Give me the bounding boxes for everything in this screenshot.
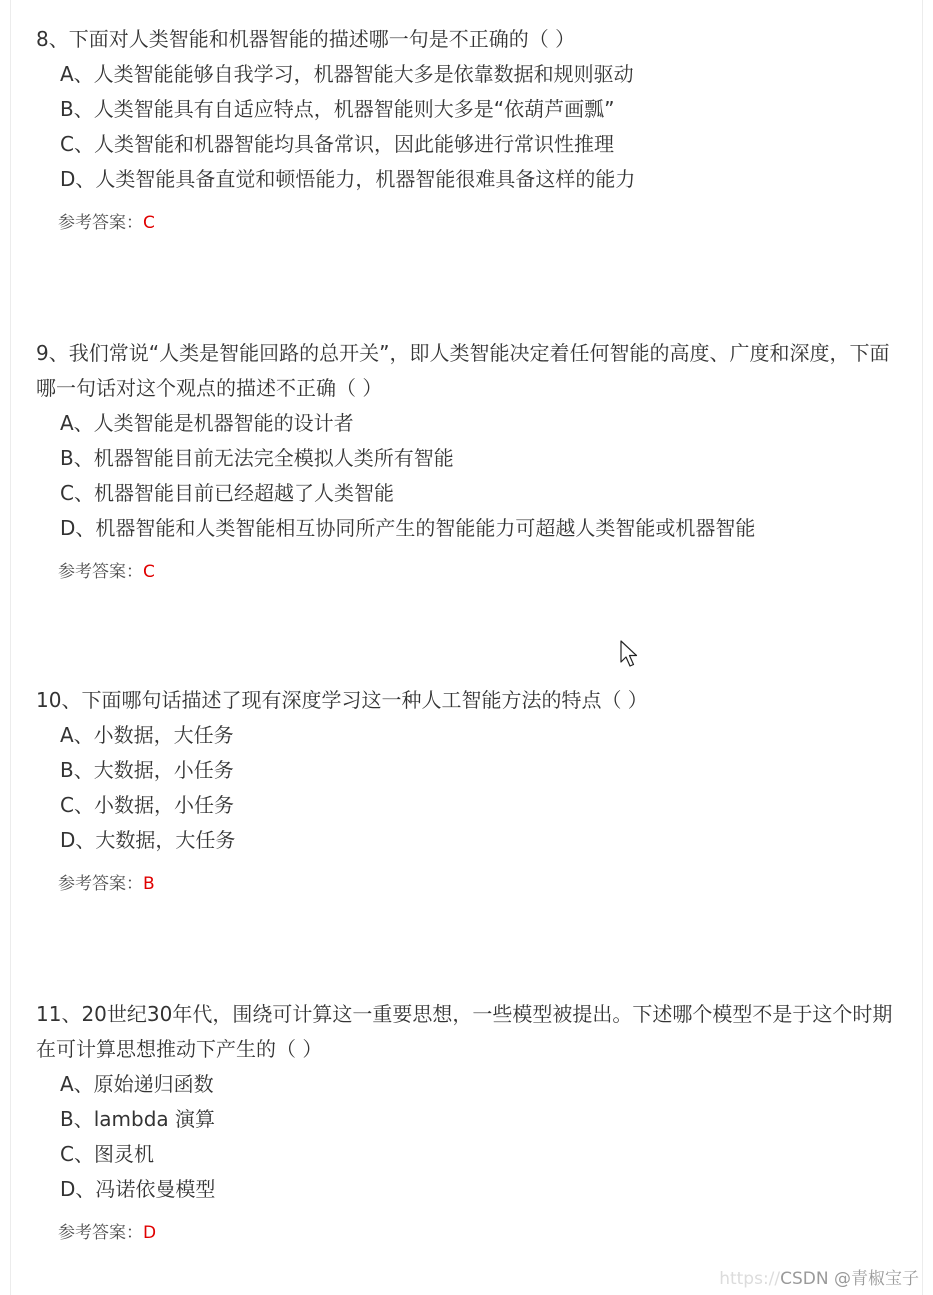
- question-9: [36, 336, 896, 584]
- option-d: D、机器智能和人类智能相互协同所产生的智能能力可超越人类智能或机器智能: [60, 516, 756, 540]
- mouse-pointer-icon: [620, 640, 640, 668]
- question-text: 9、我们常说“人类是智能回路的总开关”，即人类智能决定着任何智能的高度、广度和深度，下面哪一句话对这个观点的描述不正确（ ）: [36, 341, 890, 400]
- option-d: D、冯诺依曼模型: [60, 1177, 216, 1201]
- watermark-url: https://: [719, 1269, 781, 1289]
- option-c: C、机器智能目前已经超越了人类智能: [60, 481, 394, 505]
- answer-label: 参考答案：: [58, 1223, 143, 1243]
- reference-answer: [36, 872, 896, 896]
- watermark-text: CSDN @青椒宝子: [780, 1269, 919, 1289]
- answer-label: 参考答案：: [58, 562, 143, 582]
- option-a: A、原始递归函数: [60, 1072, 214, 1096]
- option-list: [36, 718, 896, 858]
- question-text: 10、下面哪句话描述了现有深度学习这一种人工智能方法的特点（ ）: [36, 688, 648, 712]
- answer-label: 参考答案：: [58, 213, 143, 233]
- answer-value: D: [143, 1223, 157, 1243]
- csdn-watermark: [719, 1264, 919, 1289]
- question-10: [36, 683, 896, 896]
- option-d: D、人类智能具备直觉和顿悟能力，机器智能很难具备这样的能力: [60, 167, 636, 191]
- reference-answer: [36, 211, 896, 235]
- reference-answer: [36, 1221, 896, 1245]
- option-c: C、小数据，小任务: [60, 793, 234, 817]
- option-list: [36, 406, 896, 546]
- question-text: 8、下面对人类智能和机器智能的描述哪一句是不正确的（ ）: [36, 27, 576, 51]
- question-8: [36, 22, 896, 235]
- option-list: [36, 1067, 896, 1207]
- question-text: 11、20世纪30年代，围绕可计算这一重要思想，一些模型被提出。下述哪个模型不是于这个时期在可计算思想推动下产生的（ ）: [36, 1002, 893, 1061]
- answer-value: C: [143, 562, 155, 582]
- option-a: A、小数据，大任务: [60, 723, 234, 747]
- option-a: A、人类智能是机器智能的设计者: [60, 411, 354, 435]
- option-c: C、图灵机: [60, 1142, 154, 1166]
- option-list: [36, 57, 896, 197]
- answer-value: B: [143, 874, 155, 894]
- option-b: B、大数据，小任务: [60, 758, 234, 782]
- option-b: B、lambda 演算: [60, 1107, 216, 1131]
- option-a: A、人类智能能够自我学习，机器智能大多是依靠数据和规则驱动: [60, 62, 634, 86]
- option-d: D、大数据，大任务: [60, 828, 236, 852]
- question-11: [36, 997, 896, 1245]
- reference-answer: [36, 560, 896, 584]
- answer-label: 参考答案：: [58, 874, 143, 894]
- option-b: B、人类智能具有自适应特点，机器智能则大多是“依葫芦画瓢”: [60, 97, 615, 121]
- option-b: B、机器智能目前无法完全模拟人类所有智能: [60, 446, 454, 470]
- option-c: C、人类智能和机器智能均具备常识，因此能够进行常识性推理: [60, 132, 614, 156]
- answer-value: C: [143, 213, 155, 233]
